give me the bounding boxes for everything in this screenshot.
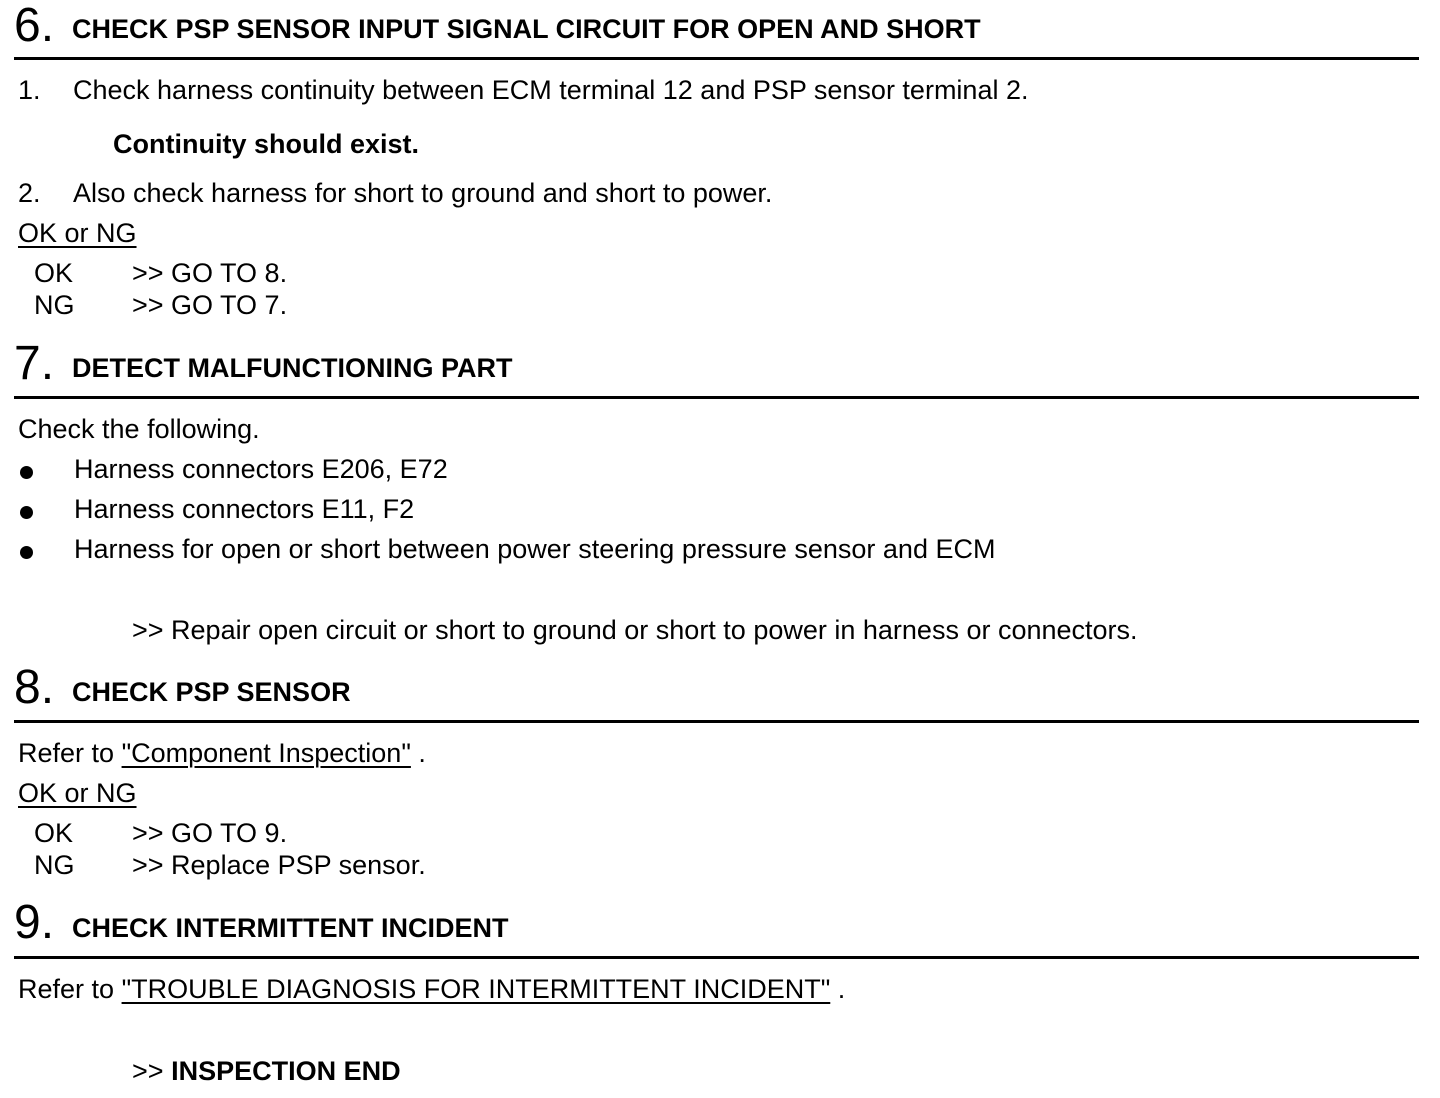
list-item: Harness connectors E206, E72 (74, 454, 448, 484)
ok-or-ng-label: OK or NG (18, 218, 137, 248)
ok-label: OK (34, 258, 74, 288)
ng-action: >> GO TO 7. (132, 290, 288, 320)
list-item: Harness for open or short between power steering pressure sensor and ECM (74, 534, 996, 564)
trouble-diagnosis-link[interactable]: "TROUBLE DIAGNOSIS FOR INTERMITTENT INCIDENT" (121, 974, 831, 1004)
list-item: Harness connectors E11, F2 (74, 494, 415, 524)
check-following-intro: Check the following. (18, 414, 260, 444)
section-8-divider (14, 720, 1419, 723)
refer-prefix: Refer to (18, 738, 115, 768)
ok-or-ng-label: OK or NG (18, 778, 137, 808)
inspection-end-prefix: >> (132, 1056, 164, 1086)
bullet-icon (20, 506, 33, 519)
step-1-number: 1. (18, 75, 41, 105)
ng-label: NG (34, 850, 75, 880)
refer-suffix: . (418, 738, 426, 768)
ng-action: >> Replace PSP sensor. (132, 850, 426, 880)
section-8-number: 8. (14, 661, 55, 714)
section-7-divider (14, 396, 1419, 399)
ok-label: OK (34, 818, 74, 848)
bullet-icon (20, 466, 33, 479)
section-9-divider (14, 956, 1419, 959)
refer-suffix: . (837, 974, 846, 1004)
inspection-end-text: INSPECTION END (171, 1056, 401, 1086)
step-2-text: Also check harness for short to ground and short to power. (73, 178, 773, 208)
section-9-number: 9. (14, 896, 55, 949)
inspection-end (132, 1056, 401, 1086)
ng-label: NG (34, 290, 75, 320)
section-8-title: CHECK PSP SENSOR (72, 677, 351, 707)
ok-action: >> GO TO 8. (132, 258, 288, 288)
refer-prefix: Refer to (18, 974, 115, 1004)
section-6-title: CHECK PSP SENSOR INPUT SIGNAL CIRCUIT FOR OPEN AND SHORT (72, 14, 981, 44)
section-7-title: DETECT MALFUNCTIONING PART (72, 353, 513, 383)
refer-line (18, 738, 426, 768)
section-7-number: 7. (14, 337, 55, 390)
step-1-text: Check harness continuity between ECM terminal 12 and PSP sensor terminal 2. (73, 75, 1029, 105)
ok-action: >> GO TO 9. (132, 818, 288, 848)
step-2-number: 2. (18, 178, 41, 208)
continuity-spec: Continuity should exist. (113, 129, 420, 159)
section-9-title: CHECK INTERMITTENT INCIDENT (72, 913, 509, 943)
section-6-number: 6. (14, 0, 55, 52)
refer-line (18, 974, 845, 1004)
component-inspection-link[interactable]: "Component Inspection" (121, 738, 411, 768)
bullet-icon (20, 546, 33, 559)
section-6-divider (14, 57, 1419, 60)
repair-action: >> Repair open circuit or short to ground or short to power in harness or connectors. (132, 615, 1138, 645)
